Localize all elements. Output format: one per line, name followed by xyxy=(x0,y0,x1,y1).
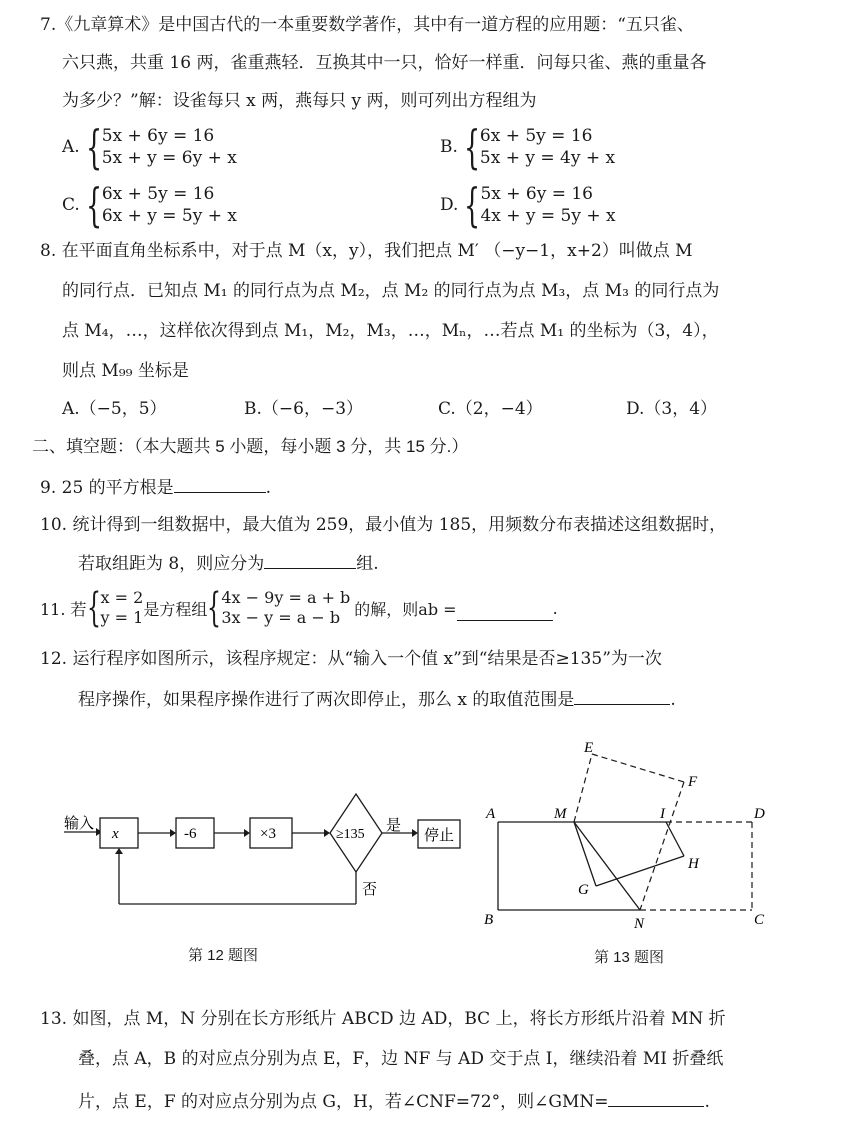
brace-icon: { xyxy=(463,120,481,174)
brace-icon: { xyxy=(207,585,222,631)
q13-text: 片，点 E，F 的对应点分别为点 G，H，若∠CNF=72°，则∠GMN= xyxy=(78,1092,609,1112)
option-label: B. xyxy=(440,137,458,157)
q8-option-a[interactable]: A.（−5，5） xyxy=(62,399,167,419)
answer-blank[interactable] xyxy=(174,476,266,493)
answer-blank[interactable] xyxy=(608,1090,704,1107)
label-f: F xyxy=(688,774,698,790)
q10-text: 若取组距为 8，则应分为 xyxy=(78,554,265,574)
box-x xyxy=(100,818,138,848)
answer-blank[interactable] xyxy=(264,552,356,569)
q13-line-3 xyxy=(78,1090,710,1113)
figure-12-flowchart xyxy=(60,790,480,920)
equation: 5x + 6y = 16 xyxy=(480,184,593,204)
q7-line-2: 六只燕，共重 16 两，雀重燕轻．互换其中一只，恰好一样重．问每只雀、燕的重量各 xyxy=(62,53,707,73)
q7-option-d[interactable] xyxy=(440,178,616,232)
q11-mid: 是方程组 xyxy=(143,599,208,619)
label-h: H xyxy=(688,856,699,872)
q11-post: 的解，则ab = xyxy=(354,599,457,619)
equation: 5x + y = 6y + x xyxy=(101,148,237,168)
q11-prefix: 11. 若 xyxy=(40,599,87,619)
label-n: N xyxy=(634,916,645,932)
q8-line-3: 点 M₄，…，这样依次得到点 M₁，M₂，M₃，…，Mₙ，…若点 M₁ 的坐标为（3，4）， xyxy=(62,321,719,341)
q7-line-1: 7.《九章算术》是中国古代的一本重要数学著作，其中有一道方程的应用题：“五只雀、 xyxy=(40,15,694,35)
equation: 5x + y = 4y + x xyxy=(479,148,616,168)
option-label: C. xyxy=(62,195,80,215)
q7-option-c[interactable] xyxy=(62,178,237,232)
label-i: I xyxy=(660,806,665,822)
section-heading: 二、填空题：（本大题共 5 小题，每小题 3 分，共 15 分.） xyxy=(32,437,469,456)
q8-line-2: 的同行点．已知点 M₁ 的同行点为点 M₂，点 M₂ 的同行点为点 M₃，点 M₃ 的同行点为 xyxy=(62,281,720,301)
stop-label: 停止 xyxy=(424,828,455,844)
equation: 3x − y = a − b xyxy=(221,608,341,627)
q12-end: . xyxy=(670,690,676,710)
q12-line-2 xyxy=(78,688,676,711)
q12-line-1: 12. 运行程序如图所示，该程序规定：从“输入一个值 x”到“结果是否≥135”为一次 xyxy=(40,649,662,669)
brace-icon: { xyxy=(85,120,102,174)
q11 xyxy=(40,585,558,631)
q8-option-c[interactable]: C.（2，−4） xyxy=(438,399,543,419)
label-c: C xyxy=(754,912,765,928)
brace-icon: { xyxy=(86,585,101,631)
figure-13-caption: 第 13 题图 xyxy=(594,949,665,966)
q8-option-b[interactable]: B.（−6，−3） xyxy=(244,399,364,419)
equation: 6x + y = 5y + x xyxy=(101,206,237,226)
equation: 4x − 9y = a + b xyxy=(221,588,351,607)
equation: 5x + 6y = 16 xyxy=(101,126,215,146)
equation: 6x + 5y = 16 xyxy=(479,126,593,146)
figure-13-diagram xyxy=(480,738,790,938)
box-minus-6-label: -6 xyxy=(184,826,197,842)
q8-line-1: 8. 在平面直角坐标系中，对于点 M（x，y），我们把点 M′ （−y−1，x+2）叫做点 M xyxy=(40,241,693,261)
q11-end: . xyxy=(552,598,558,618)
box-times-3-label: ×3 xyxy=(260,826,276,842)
q10-line-1: 10. 统计得到一组数据中，最大值为 259，最小值为 185，用频数分布表描述这组数据时， xyxy=(40,515,727,535)
q12-text: 程序操作，如果程序操作进行了两次即停止，那么 x 的取值范围是 xyxy=(78,690,575,710)
box-x-label: x xyxy=(112,826,119,842)
figure-12-caption: 第 12 题图 xyxy=(188,947,259,964)
q8-option-d[interactable]: D.（3，4） xyxy=(626,399,718,419)
answer-blank[interactable] xyxy=(574,688,670,705)
q13-line-1: 13. 如图，点 M，N 分别在长方形纸片 ABCD 边 AD，BC 上，将长方形纸片沿着 MN 折 xyxy=(40,1009,726,1029)
decision-label: ≥135 xyxy=(336,827,365,842)
equation: y = 1 xyxy=(100,608,144,627)
option-label: D. xyxy=(440,195,459,215)
label-g: G xyxy=(578,882,589,898)
q8-line-4: 则点 M₉₉ 坐标是 xyxy=(62,361,189,381)
q13-line-2: 叠，点 A，B 的对应点分别为点 E，F，边 NF 与 AD 交于点 I，继续沿着 MI 折叠纸 xyxy=(78,1049,724,1069)
option-label: A. xyxy=(62,137,80,157)
no-label: 否 xyxy=(362,882,378,898)
q13-end: . xyxy=(704,1092,710,1112)
brace-icon: { xyxy=(464,178,481,232)
label-a: A xyxy=(486,806,496,822)
input-label: 输入 xyxy=(64,816,95,832)
q7-line-3: 为多少？”解：设雀每只 x 两，燕每只 y 两，则可列出方程组为 xyxy=(62,91,537,111)
q9-end: . xyxy=(265,478,272,498)
equation: 4x + y = 5y + x xyxy=(480,206,616,226)
q10-line-2 xyxy=(78,552,379,575)
label-b: B xyxy=(484,912,494,928)
brace-icon: { xyxy=(85,178,102,232)
q10-end: 组. xyxy=(356,554,379,574)
q7-option-b[interactable] xyxy=(440,120,616,174)
label-m: M xyxy=(554,806,567,822)
q9 xyxy=(40,476,271,499)
label-d: D xyxy=(754,806,765,822)
yes-label: 是 xyxy=(386,818,402,834)
answer-blank[interactable] xyxy=(457,604,553,621)
label-e: E xyxy=(584,740,594,756)
equation: 6x + 5y = 16 xyxy=(101,184,215,204)
q9-text: 9. 25 的平方根是 xyxy=(40,478,174,498)
q7-option-a[interactable] xyxy=(62,120,237,174)
equation: x = 2 xyxy=(100,588,144,607)
